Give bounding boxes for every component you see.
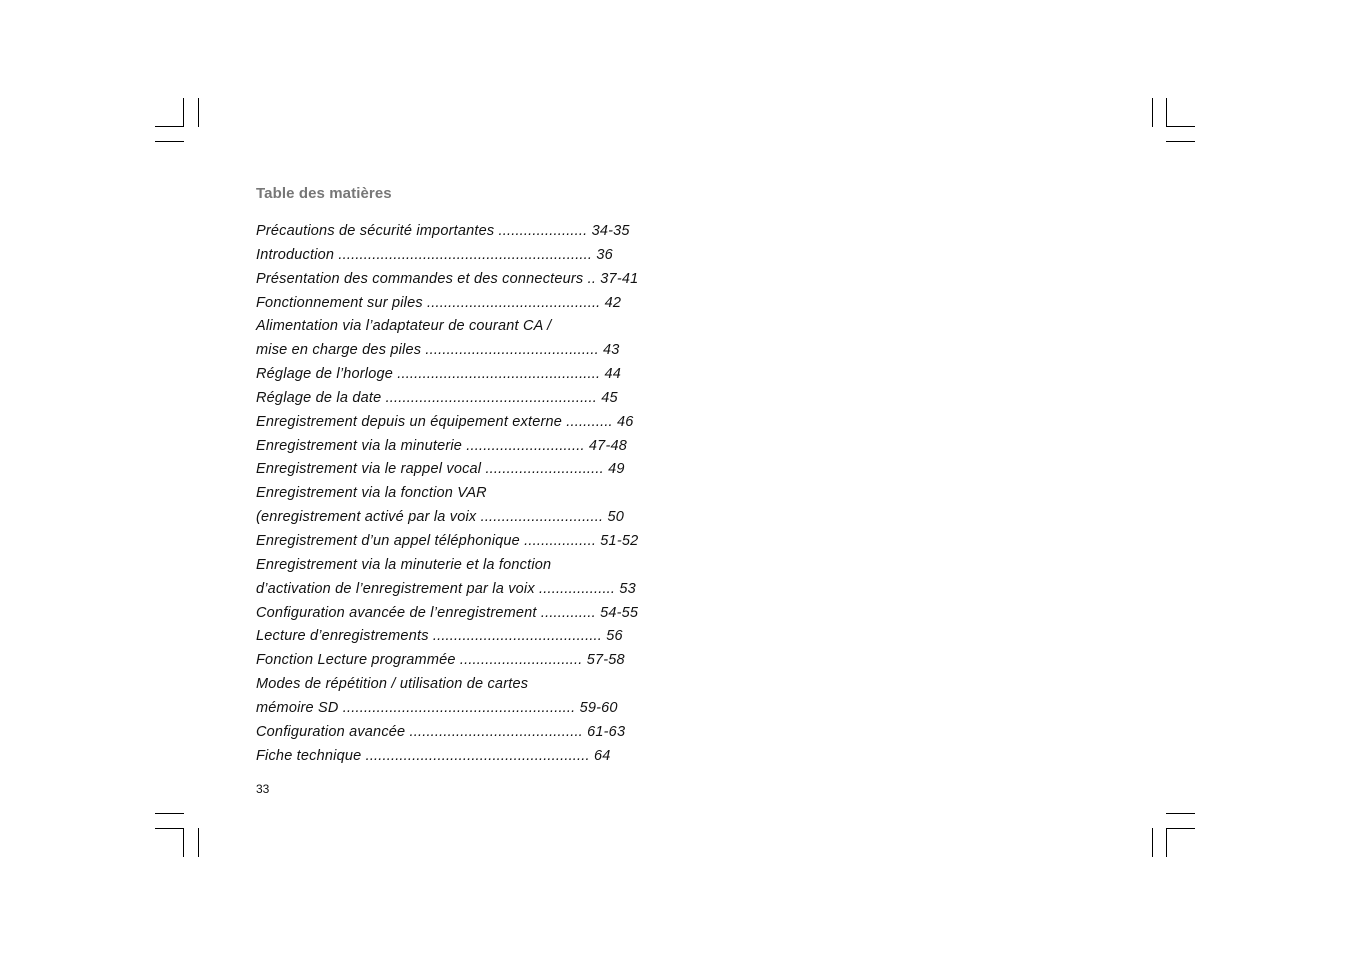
crop-mark <box>155 126 184 127</box>
toc-entry: Réglage de la date .................................................. 45 <box>256 389 618 406</box>
toc-entry: Alimentation via l’adaptateur de courant CA / <box>256 318 552 335</box>
crop-mark <box>1166 141 1195 142</box>
toc-entry: Configuration avancée de l’enregistrement ............. 54-55 <box>256 604 639 621</box>
toc-entry: Enregistrement via la minuterie et la fonction <box>256 556 552 573</box>
toc-entry: Modes de répétition / utilisation de cartes <box>256 676 529 693</box>
toc-entry: d’activation de l’enregistrement par la voix .................. 53 <box>256 580 636 597</box>
crop-mark <box>155 828 184 829</box>
toc-entry: Enregistrement via le rappel vocal ............................ 49 <box>256 461 625 478</box>
crop-mark <box>183 98 184 127</box>
crop-mark <box>198 828 199 857</box>
crop-mark <box>1166 126 1195 127</box>
crop-mark <box>1166 98 1167 127</box>
toc-entry: Présentation des commandes et des connecteurs .. 37-41 <box>256 270 639 287</box>
toc-entry: Enregistrement via la fonction VAR <box>256 485 487 502</box>
crop-mark <box>1166 813 1195 814</box>
toc-entry: Réglage de l’horloge ................................................ 44 <box>256 366 621 383</box>
crop-mark <box>183 828 184 857</box>
toc-entry: Lecture d’enregistrements ........................................ 56 <box>256 628 623 645</box>
toc-entry: Configuration avancée ......................................... 61-63 <box>256 723 626 740</box>
crop-mark <box>155 141 184 142</box>
page-title: Table des matières <box>256 185 392 202</box>
toc-entry: Précautions de sécurité importantes ..................... 34-35 <box>256 223 630 239</box>
crop-mark <box>1152 98 1153 127</box>
crop-mark <box>1166 828 1167 857</box>
toc-entry: Fonction Lecture programmée ............................. 57-58 <box>256 652 625 669</box>
toc-entry: Fiche technique ..................................................... 64 <box>256 747 611 764</box>
crop-mark <box>1166 828 1195 829</box>
toc-entry: mémoire SD ....................................................... 59-60 <box>256 699 618 716</box>
toc-entry: mise en charge des piles ......................................... 43 <box>256 342 620 359</box>
toc-entry: Enregistrement via la minuterie ............................ 47-48 <box>256 437 628 454</box>
crop-mark <box>198 98 199 127</box>
toc-entry: (enregistrement activé par la voix ............................. 50 <box>256 509 624 526</box>
toc-entry: Fonctionnement sur piles ......................................... 42 <box>256 294 622 311</box>
toc-entry: Enregistrement d’un appel téléphonique ................. 51-52 <box>256 532 639 549</box>
table-of-contents <box>256 220 666 768</box>
crop-mark <box>155 813 184 814</box>
crop-mark <box>1152 828 1153 857</box>
page-number: 33 <box>256 782 270 796</box>
toc-entry: Enregistrement depuis un équipement externe ........... 46 <box>256 413 634 430</box>
toc-entry: Introduction ............................................................ 36 <box>256 246 613 263</box>
